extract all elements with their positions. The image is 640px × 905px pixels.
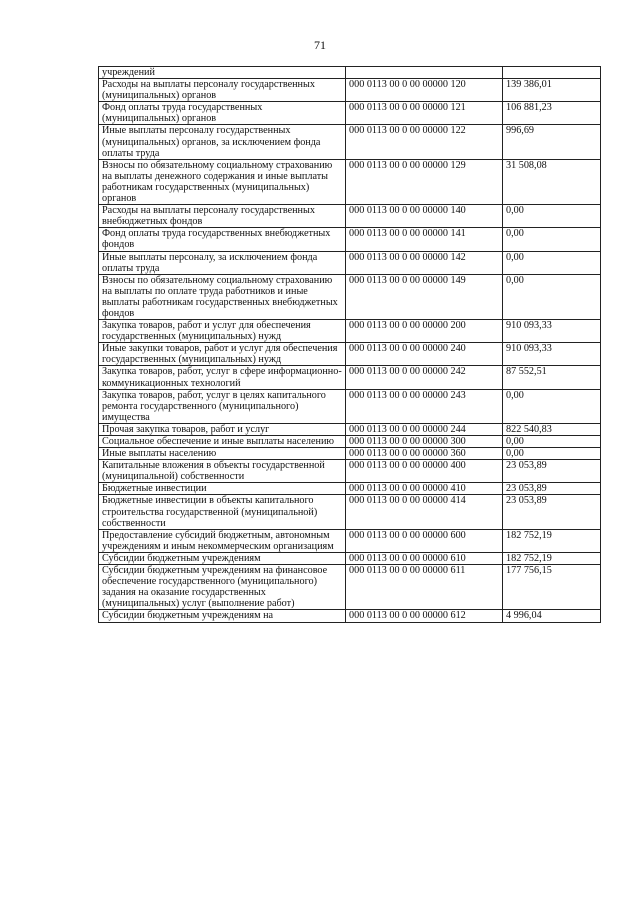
expense-name-cell: Взносы по обязательному социальному страхованию на выплаты денежного содержания и иные выплаты работникам государственных (муниципальных) органов bbox=[99, 159, 346, 204]
classification-code-cell: 000 0113 00 0 00 00000 149 bbox=[346, 274, 503, 319]
expense-name-cell: Субсидии бюджетным учреждениям bbox=[99, 552, 346, 564]
classification-code-cell: 000 0113 00 0 00 00000 120 bbox=[346, 79, 503, 102]
classification-code-cell: 000 0113 00 0 00 00000 244 bbox=[346, 423, 503, 435]
amount-cell: 0,00 bbox=[503, 228, 601, 251]
table-row bbox=[99, 67, 601, 79]
classification-code-cell: 000 0113 00 0 00 00000 200 bbox=[346, 320, 503, 343]
table-row bbox=[99, 102, 601, 125]
page-number: 71 bbox=[314, 38, 326, 52]
expense-name-cell: Взносы по обязательному социальному страхованию на выплаты по оплате труда работников и иные выплаты работникам государственных внебюджетных фондов bbox=[99, 274, 346, 319]
expense-name-cell: Прочая закупка товаров, работ и услуг bbox=[99, 423, 346, 435]
expense-name-cell: Бюджетные инвестиции в объекты капитального строительства государственной (муниципальной) собственности bbox=[99, 495, 346, 529]
table-row bbox=[99, 460, 601, 483]
amount-cell: 182 752,19 bbox=[503, 529, 601, 552]
classification-code-cell: 000 0113 00 0 00 00000 243 bbox=[346, 389, 503, 423]
classification-code-cell: 000 0113 00 0 00 00000 129 bbox=[346, 159, 503, 204]
amount-cell: 0,00 bbox=[503, 389, 601, 423]
amount-cell: 23 053,89 bbox=[503, 483, 601, 495]
expense-name-cell: Социальное обеспечение и иные выплаты населению bbox=[99, 436, 346, 448]
classification-code-cell: 000 0113 00 0 00 00000 141 bbox=[346, 228, 503, 251]
table-row bbox=[99, 552, 601, 564]
table-row bbox=[99, 483, 601, 495]
table-row bbox=[99, 366, 601, 389]
expense-name-cell: Субсидии бюджетным учреждениям на финансовое обеспечение государственного (муниципального) задания на оказание государственных (муниципальных) услуг (выполнение работ) bbox=[99, 565, 346, 610]
table-row bbox=[99, 79, 601, 102]
amount-cell: 822 540,83 bbox=[503, 423, 601, 435]
expense-name-cell: Фонд оплаты труда государственных внебюджетных фондов bbox=[99, 228, 346, 251]
amount-cell: 996,69 bbox=[503, 125, 601, 159]
classification-code-cell: 000 0113 00 0 00 00000 140 bbox=[346, 205, 503, 228]
amount-cell: 0,00 bbox=[503, 436, 601, 448]
expense-name-cell: Расходы на выплаты персоналу государственных внебюджетных фондов bbox=[99, 205, 346, 228]
expense-name-cell: Иные выплаты персоналу государственных (муниципальных) органов, за исключением фонда оплаты труда bbox=[99, 125, 346, 159]
amount-cell: 0,00 bbox=[503, 274, 601, 319]
amount-cell: 139 386,01 bbox=[503, 79, 601, 102]
classification-code-cell: 000 0113 00 0 00 00000 612 bbox=[346, 610, 503, 622]
classification-code-cell: 000 0113 00 0 00 00000 142 bbox=[346, 251, 503, 274]
classification-code-cell: 000 0113 00 0 00 00000 121 bbox=[346, 102, 503, 125]
classification-code-cell: 000 0113 00 0 00 00000 300 bbox=[346, 436, 503, 448]
expense-name-cell: Субсидии бюджетным учреждениям на bbox=[99, 610, 346, 622]
classification-code-cell: 000 0113 00 0 00 00000 360 bbox=[346, 448, 503, 460]
classification-code-cell: 000 0113 00 0 00 00000 410 bbox=[346, 483, 503, 495]
expense-name-cell: Капитальные вложения в объекты государственной (муниципальной) собственности bbox=[99, 460, 346, 483]
expense-name-cell: Расходы на выплаты персоналу государственных (муниципальных) органов bbox=[99, 79, 346, 102]
amount-cell: 4 996,04 bbox=[503, 610, 601, 622]
classification-code-cell: 000 0113 00 0 00 00000 414 bbox=[346, 495, 503, 529]
expense-name-cell: Иные выплаты населению bbox=[99, 448, 346, 460]
table-row bbox=[99, 436, 601, 448]
table-row bbox=[99, 343, 601, 366]
table-row bbox=[99, 251, 601, 274]
expense-name-cell: Закупка товаров, работ и услуг для обеспечения государственных (муниципальных) нужд bbox=[99, 320, 346, 343]
amount-cell: 0,00 bbox=[503, 251, 601, 274]
expense-name-cell: Бюджетные инвестиции bbox=[99, 483, 346, 495]
table-row bbox=[99, 610, 601, 622]
classification-code-cell bbox=[346, 67, 503, 79]
classification-code-cell: 000 0113 00 0 00 00000 400 bbox=[346, 460, 503, 483]
classification-code-cell: 000 0113 00 0 00 00000 240 bbox=[346, 343, 503, 366]
amount-cell: 23 053,89 bbox=[503, 460, 601, 483]
table-row bbox=[99, 565, 601, 610]
table-row bbox=[99, 448, 601, 460]
table-row bbox=[99, 125, 601, 159]
amount-cell: 177 756,15 bbox=[503, 565, 601, 610]
amount-cell: 910 093,33 bbox=[503, 343, 601, 366]
table-row bbox=[99, 320, 601, 343]
expense-name-cell: Закупка товаров, работ, услуг в сфере информационно-коммуникационных технологий bbox=[99, 366, 346, 389]
table-row bbox=[99, 389, 601, 423]
amount-cell: 23 053,89 bbox=[503, 495, 601, 529]
expense-name-cell: учреждений bbox=[99, 67, 346, 79]
budget-table-body bbox=[99, 67, 601, 623]
table-row bbox=[99, 159, 601, 204]
classification-code-cell: 000 0113 00 0 00 00000 600 bbox=[346, 529, 503, 552]
amount-cell bbox=[503, 67, 601, 79]
amount-cell: 182 752,19 bbox=[503, 552, 601, 564]
classification-code-cell: 000 0113 00 0 00 00000 122 bbox=[346, 125, 503, 159]
table-row bbox=[99, 529, 601, 552]
expense-name-cell: Иные закупки товаров, работ и услуг для обеспечения государственных (муниципальных) нужд bbox=[99, 343, 346, 366]
classification-code-cell: 000 0113 00 0 00 00000 242 bbox=[346, 366, 503, 389]
table-row bbox=[99, 205, 601, 228]
budget-table bbox=[98, 66, 601, 623]
amount-cell: 87 552,51 bbox=[503, 366, 601, 389]
table-row bbox=[99, 423, 601, 435]
amount-cell: 106 881,23 bbox=[503, 102, 601, 125]
table-row bbox=[99, 495, 601, 529]
classification-code-cell: 000 0113 00 0 00 00000 610 bbox=[346, 552, 503, 564]
classification-code-cell: 000 0113 00 0 00 00000 611 bbox=[346, 565, 503, 610]
expense-name-cell: Предоставление субсидий бюджетным, автономным учреждениям и иным некоммерческим организациям bbox=[99, 529, 346, 552]
table-row bbox=[99, 274, 601, 319]
expense-name-cell: Закупка товаров, работ, услуг в целях капитального ремонта государственного (муниципального) имущества bbox=[99, 389, 346, 423]
amount-cell: 0,00 bbox=[503, 205, 601, 228]
expense-name-cell: Фонд оплаты труда государственных (муниципальных) органов bbox=[99, 102, 346, 125]
amount-cell: 910 093,33 bbox=[503, 320, 601, 343]
table-row bbox=[99, 228, 601, 251]
expense-name-cell: Иные выплаты персоналу, за исключением фонда оплаты труда bbox=[99, 251, 346, 274]
amount-cell: 0,00 bbox=[503, 448, 601, 460]
amount-cell: 31 508,08 bbox=[503, 159, 601, 204]
